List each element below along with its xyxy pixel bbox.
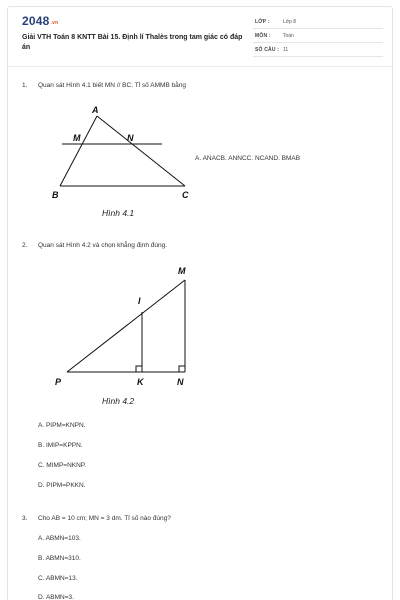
- question-3-option-d[interactable]: D. ABMN=3.: [38, 594, 74, 600]
- question-1-text: Quan sát Hình 4.1 biết MN // BC. Tỉ số AMMB bằng: [38, 82, 187, 89]
- label-i: I: [138, 296, 141, 306]
- meta-key: SỐ CÂU :: [255, 47, 280, 53]
- figure-4-2-caption: Hình 4.2: [102, 396, 135, 406]
- question-1-number: 1.: [22, 82, 28, 89]
- question-2-option-a[interactable]: A. PIPM=KNPN.: [38, 422, 86, 429]
- meta-key: LỚP :: [255, 19, 270, 25]
- meta-row-subject: [253, 29, 383, 43]
- site-logo[interactable]: [22, 14, 58, 28]
- document-title: Giải VTH Toán 8 KNTT Bài 15. Định lí Thalès trong tam giác có đáp án: [22, 34, 243, 51]
- segment-ab: [60, 116, 97, 186]
- question-3-option-b[interactable]: B. ABMN=310.: [38, 555, 81, 562]
- meta-value: 11: [283, 47, 289, 53]
- question-2-option-c[interactable]: C. MIMP=NKNP.: [38, 462, 87, 469]
- label-a: A: [92, 105, 99, 115]
- meta-row-grade: [253, 15, 383, 29]
- question-2-text: Quan sát Hình 4.2 và chọn khẳng định đúng.: [38, 242, 168, 249]
- logo-suffix: .vn: [50, 20, 59, 26]
- logo-text: 2048: [22, 14, 50, 28]
- label-n: N: [177, 377, 184, 387]
- label-m: M: [178, 266, 186, 276]
- segment-pm: [67, 280, 185, 372]
- label-p: P: [55, 377, 62, 387]
- figure-4-1: [40, 98, 190, 223]
- figure-4-2: [45, 258, 205, 413]
- question-3-text: Cho AB = 10 cm; MN = 3 dm. Tỉ số nào đúng?: [38, 515, 171, 522]
- meta-row-count: [253, 43, 383, 57]
- label-b: B: [52, 190, 59, 200]
- segment-ac: [97, 116, 185, 186]
- label-c: C: [182, 190, 189, 200]
- meta-value: Toán: [283, 33, 294, 39]
- question-2-number: 2.: [22, 242, 28, 249]
- header-divider: [8, 66, 392, 67]
- right-angle-n: [179, 366, 185, 372]
- question-2-option-b[interactable]: B. IMIP=KPPN.: [38, 442, 83, 449]
- label-m: M: [73, 133, 81, 143]
- question-2-option-d[interactable]: D. PIPM=PKKN.: [38, 482, 86, 489]
- figure-4-1-caption: Hình 4.1: [102, 208, 135, 218]
- label-n: N: [127, 133, 134, 143]
- meta-value: Lớp 8: [283, 19, 297, 25]
- meta-key: MÔN :: [255, 33, 271, 39]
- right-angle-k: [136, 366, 142, 372]
- label-k: K: [137, 377, 144, 387]
- question-3-number: 3.: [22, 515, 28, 522]
- question-3-option-a[interactable]: A. ABMN=103.: [38, 535, 81, 542]
- question-3-option-c[interactable]: C. ABMN=13.: [38, 575, 78, 582]
- question-1-options[interactable]: A. ANACB. ANNCC. NCAND. BMAB: [195, 155, 301, 162]
